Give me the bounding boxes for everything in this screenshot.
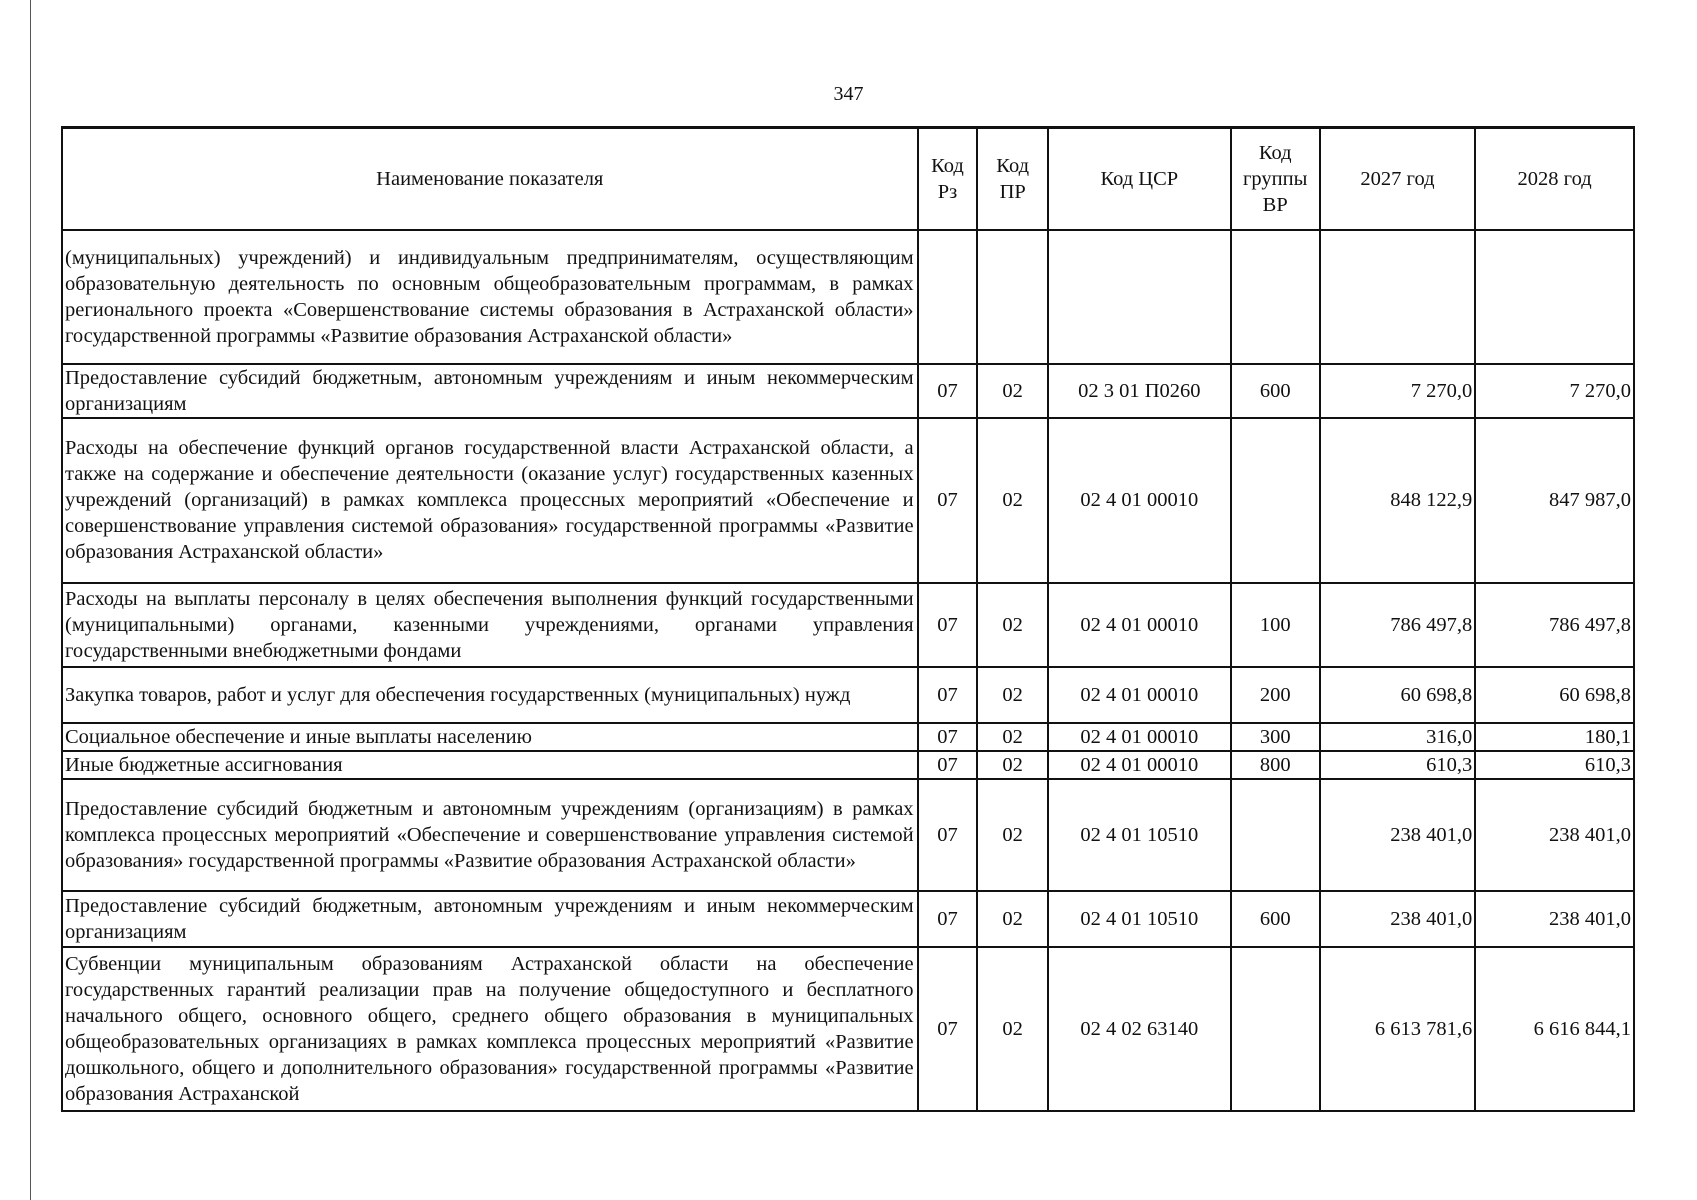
- row-rz: 07: [918, 418, 978, 583]
- table-row: [62, 667, 1634, 723]
- row-2028: 786 497,8: [1475, 583, 1634, 667]
- table-row: [62, 230, 1634, 364]
- row-pr: 02: [977, 751, 1048, 779]
- row-vr: 300: [1231, 723, 1320, 751]
- row-rz: [918, 230, 978, 364]
- table-row: [62, 947, 1634, 1111]
- row-csr: 02 4 01 00010: [1048, 583, 1231, 667]
- row-2028: 60 698,8: [1475, 667, 1634, 723]
- row-2028: 238 401,0: [1475, 891, 1634, 947]
- header-name: Наименование показателя: [62, 128, 918, 230]
- table-row: [62, 891, 1634, 947]
- budget-table: [61, 126, 1635, 1112]
- row-2028: 6 616 844,1: [1475, 947, 1634, 1111]
- row-rz: 07: [918, 667, 978, 723]
- row-2027: 316,0: [1320, 723, 1475, 751]
- row-rz: 07: [918, 779, 978, 891]
- row-vr: 100: [1231, 583, 1320, 667]
- row-pr: 02: [977, 891, 1048, 947]
- row-rz: 07: [918, 583, 978, 667]
- row-2027: 60 698,8: [1320, 667, 1475, 723]
- row-rz: 07: [918, 891, 978, 947]
- row-csr: 02 3 01 П0260: [1048, 364, 1231, 418]
- table-row: [62, 418, 1634, 583]
- row-2027: 6 613 781,6: [1320, 947, 1475, 1111]
- row-name: Предоставление субсидий бюджетным, автономным учреждениям и иным некоммерческим организациям: [62, 891, 918, 947]
- row-rz: 07: [918, 751, 978, 779]
- row-csr: 02 4 01 00010: [1048, 418, 1231, 583]
- table-row: [62, 751, 1634, 779]
- row-csr: 02 4 01 00010: [1048, 751, 1231, 779]
- row-2027: [1320, 230, 1475, 364]
- row-vr: 200: [1231, 667, 1320, 723]
- page-number: 347: [833, 83, 864, 105]
- row-vr: [1231, 418, 1320, 583]
- row-csr: [1048, 230, 1231, 364]
- row-2027: 610,3: [1320, 751, 1475, 779]
- row-vr: [1231, 947, 1320, 1111]
- row-pr: 02: [977, 583, 1048, 667]
- table-row: [62, 723, 1634, 751]
- row-name: Иные бюджетные ассигнования: [62, 751, 918, 779]
- row-name: Субвенции муниципальным образованиям Астраханской области на обеспечение государственных гарантий реализации прав на получение общедоступного и бесплатного начального общего, основного общего, среднего общего образования в муниципальных общеобразовательных организациях в рамках комплекса процессных мероприятий «Развитие дошкольного, общего и дополнительного образования» государственной программы «Развитие образования Астраханской: [62, 947, 918, 1111]
- row-pr: 02: [977, 779, 1048, 891]
- row-name: Расходы на выплаты персоналу в целях обеспечения выполнения функций государственными (муниципальными) органами, казенными учреждениями, органами управления государственными внебюджетными фондами: [62, 583, 918, 667]
- row-vr: [1231, 779, 1320, 891]
- row-name: (муниципальных) учреждений) и индивидуальным предпринимателям, осуществляющим образовательную деятельность по основным общеобразовательным программам, в рамках регионального проекта «Совершенствование системы образования в Астраханской области» государственной программы «Развитие образования Астраханской области»: [62, 230, 918, 364]
- row-2027: 786 497,8: [1320, 583, 1475, 667]
- row-csr: 02 4 01 10510: [1048, 891, 1231, 947]
- row-vr: 600: [1231, 364, 1320, 418]
- table-row: [62, 364, 1634, 418]
- row-2027: 238 401,0: [1320, 891, 1475, 947]
- row-name: Предоставление субсидий бюджетным и автономным учреждениям (организациям) в рамках комплекса процессных мероприятий «Обеспечение и совершенствование управления системой образования» государственной программы «Развитие образования Астраханской области»: [62, 779, 918, 891]
- row-2027: 7 270,0: [1320, 364, 1475, 418]
- binding-margin-line: [30, 0, 31, 1200]
- row-pr: 02: [977, 667, 1048, 723]
- row-2028: 180,1: [1475, 723, 1634, 751]
- header-2028: 2028 год: [1475, 128, 1634, 230]
- row-rz: 07: [918, 364, 978, 418]
- row-2027: 238 401,0: [1320, 779, 1475, 891]
- row-vr: [1231, 230, 1320, 364]
- row-pr: [977, 230, 1048, 364]
- row-csr: 02 4 01 10510: [1048, 779, 1231, 891]
- header-rz: Код Рз: [918, 128, 978, 230]
- row-csr: 02 4 02 63140: [1048, 947, 1231, 1111]
- row-2028: [1475, 230, 1634, 364]
- row-rz: 07: [918, 723, 978, 751]
- row-2028: 847 987,0: [1475, 418, 1634, 583]
- row-name: Социальное обеспечение и иные выплаты населению: [62, 723, 918, 751]
- row-pr: 02: [977, 364, 1048, 418]
- row-pr: 02: [977, 947, 1048, 1111]
- row-rz: 07: [918, 947, 978, 1111]
- row-name: Предоставление субсидий бюджетным, автономным учреждениям и иным некоммерческим организациям: [62, 364, 918, 418]
- table-row: [62, 779, 1634, 891]
- header-pr: Код ПР: [977, 128, 1048, 230]
- row-2028: 238 401,0: [1475, 779, 1634, 891]
- row-pr: 02: [977, 418, 1048, 583]
- row-name: Расходы на обеспечение функций органов государственной власти Астраханской области, а также на содержание и обеспечение деятельности (оказание услуг) государственных казенных учреждений (организаций) в рамках комплекса процессных мероприятий «Обеспечение и совершенствование управления системой образования» государственной программы «Развитие образования Астраханской области»: [62, 418, 918, 583]
- row-vr: 600: [1231, 891, 1320, 947]
- table-row: [62, 583, 1634, 667]
- table-header-row: [62, 128, 1634, 230]
- row-vr: 800: [1231, 751, 1320, 779]
- header-csr: Код ЦСР: [1048, 128, 1231, 230]
- row-2027: 848 122,9: [1320, 418, 1475, 583]
- row-name: Закупка товаров, работ и услуг для обеспечения государственных (муниципальных) нужд: [62, 667, 918, 723]
- row-pr: 02: [977, 723, 1048, 751]
- row-2028: 610,3: [1475, 751, 1634, 779]
- header-2027: 2027 год: [1320, 128, 1475, 230]
- row-csr: 02 4 01 00010: [1048, 667, 1231, 723]
- row-csr: 02 4 01 00010: [1048, 723, 1231, 751]
- header-vr: Код группы ВР: [1231, 128, 1320, 230]
- row-2028: 7 270,0: [1475, 364, 1634, 418]
